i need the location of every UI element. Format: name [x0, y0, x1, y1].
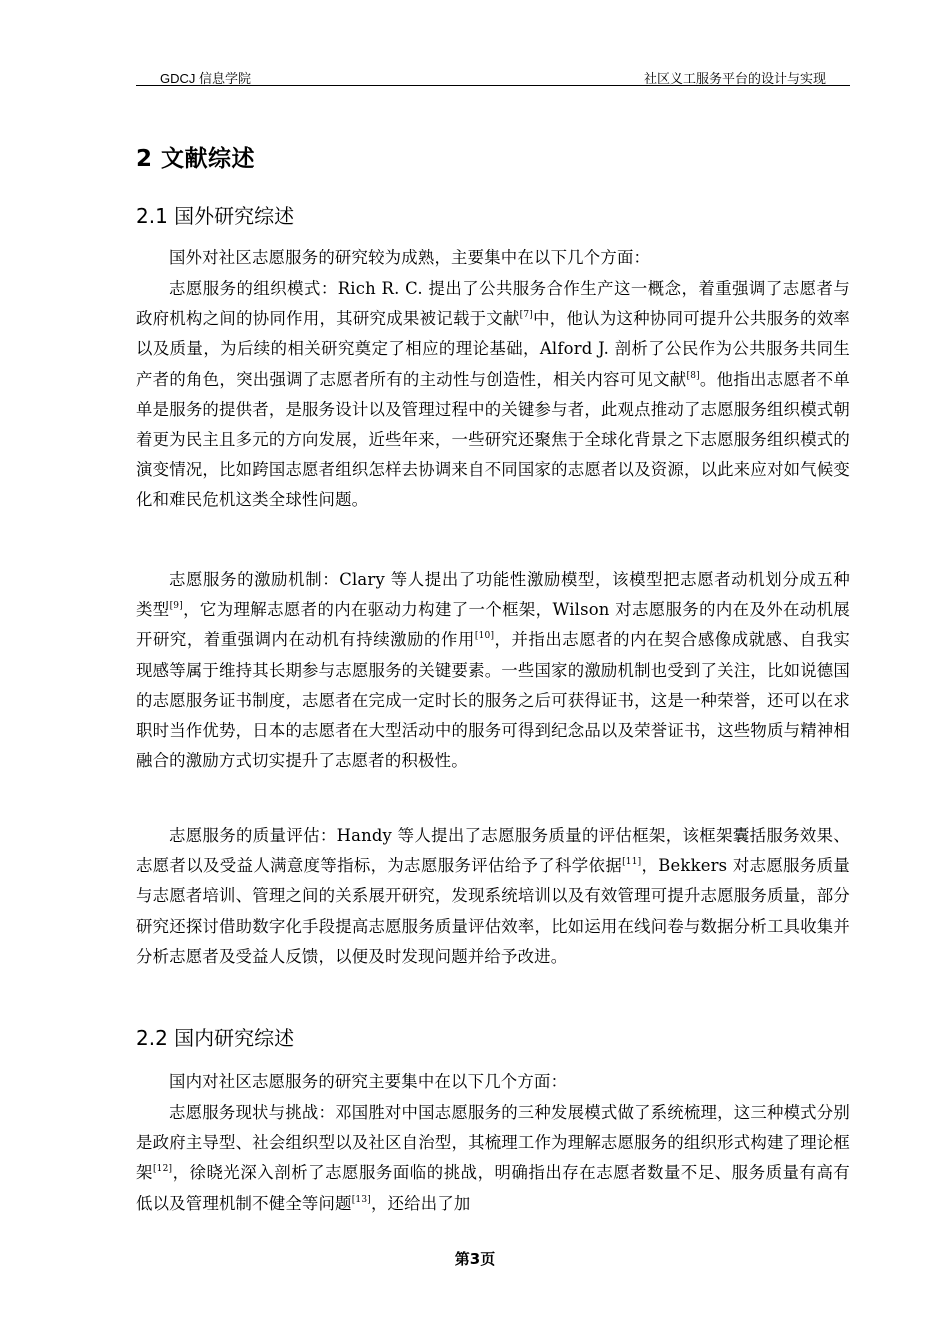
text-run: 志愿服务的组织模式：Rich R. C. 提出了公共服务合作生产这一概念，着重强调了志愿者与政府机构之间的协同作用，其研究成果被记载于文献 [136, 279, 850, 329]
citation-11: [11] [622, 857, 642, 868]
citation-7: [7] [519, 310, 534, 321]
text-run: 志愿服务现状与挑战：邓国胜对中国志愿服务的三种发展模式做了系统梳理，这三种模式分别是政府主导型、社会组织型以及社区自治型，其梳理工作为理解志愿服务的组织形式构建了理论框架 [136, 1103, 850, 1183]
text-run: 中，他认为这种协同可提升公共服务的效率以及质量，为后续的相关研究奠定了相应的理论基础，Alford J. 剖析了公民作为公共服务共同生产者的角色，突出强调了志愿者所有的主动性与创造性，相关内容可见文献 [136, 309, 850, 389]
paragraph-quality-evaluation [136, 821, 850, 972]
citation-9: [9] [169, 601, 183, 612]
header-rule [136, 85, 850, 86]
paragraph-organization-model [136, 274, 850, 516]
citation-12: [12] [152, 1164, 173, 1175]
header-institution: GDCJ 信息学院 [160, 71, 252, 86]
paragraph-status-challenges [136, 1098, 850, 1219]
text-run: ，还给出了加 [370, 1193, 471, 1213]
text-run: ，并指出志愿者的内在契合感像成就感、自我实现感等属于维持其长期参与志愿服务的关键要素。一些国家的激励机制也受到了关注，比如说德国的志愿服务证书制度，志愿者在完成一定时长的服务之后可获得证书，这是一种荣誉，还可以在求职时当作优势，日本的志愿者在大型活动中的服务可得到纪念品以及荣誉证书，这些物质与精神相融合的激励方式切实提升了志愿者的积极性。 [136, 630, 851, 771]
text-run: ，徐晓光深入剖析了志愿服务面临的挑战，明确指出存在志愿者数量不足、服务质量有高有低以及管理机制不健全等问题 [136, 1163, 851, 1213]
section-title-domestic: 2.2 国内研究综述 [136, 1026, 295, 1050]
paragraph-domestic-intro: 国内对社区志愿服务的研究主要集中在以下几个方面： [169, 1072, 568, 1091]
text-run: ，Bekkers 对志愿服务质量与志愿者培训、管理之间的关系展开研究，发现系统培训以及有效管理可提升志愿服务质量，部分研究还探讨借助数字化手段提高志愿服务质量评估效率，比如运用在线问卷与数据分析工具收集并分析志愿者及受益人反馈，以便及时发现问题并给予改进。 [136, 856, 850, 966]
paragraph-foreign-intro: 国外对社区志愿服务的研究较为成熟，主要集中在以下几个方面： [169, 248, 651, 267]
citation-8: [8] [686, 370, 700, 381]
citation-13: [13] [351, 1194, 371, 1205]
text-run: 。他指出志愿者不单单是服务的提供者，是服务设计以及管理过程中的关键参与者，此观点推动了志愿服务组织模式朝着更为民主且多元的方向发展，近些年来，一些研究还聚焦于全球化背景之下志愿服务组织模式的演变情况，比如跨国志愿者组织怎样去协调来自不同国家的志愿者以及资源，以此来应对如气候变化和难民危机这类全球性问题。 [136, 369, 850, 510]
section-title-foreign: 2.1 国外研究综述 [136, 204, 295, 228]
text-run: 志愿服务的质量评估：Handy 等人提出了志愿服务质量的评估框架，该框架囊括服务效果、志愿者以及受益人满意度等指标，为志愿服务评估给予了科学依据 [136, 826, 850, 876]
paragraph-incentive-mechanism [136, 565, 850, 776]
running-header [136, 66, 850, 88]
text-run: ，它为理解志愿者的内在驱动力构建了一个框架，Wilson 对志愿服务的内在及外在动机展开研究，着重强调内在动机有持续激励的作用 [136, 600, 850, 650]
citation-10: [10] [474, 631, 495, 642]
header-thesis-title: 社区义工服务平台的设计与实现 [643, 71, 826, 86]
text-run: 志愿服务的激励机制：Clary 等人提出了功能性激励模型，该模型把志愿者动机划分成五种类型 [136, 570, 850, 620]
chapter-title: 2 文献综述 [136, 146, 256, 172]
page-number: 第3页 [454, 1250, 496, 1268]
